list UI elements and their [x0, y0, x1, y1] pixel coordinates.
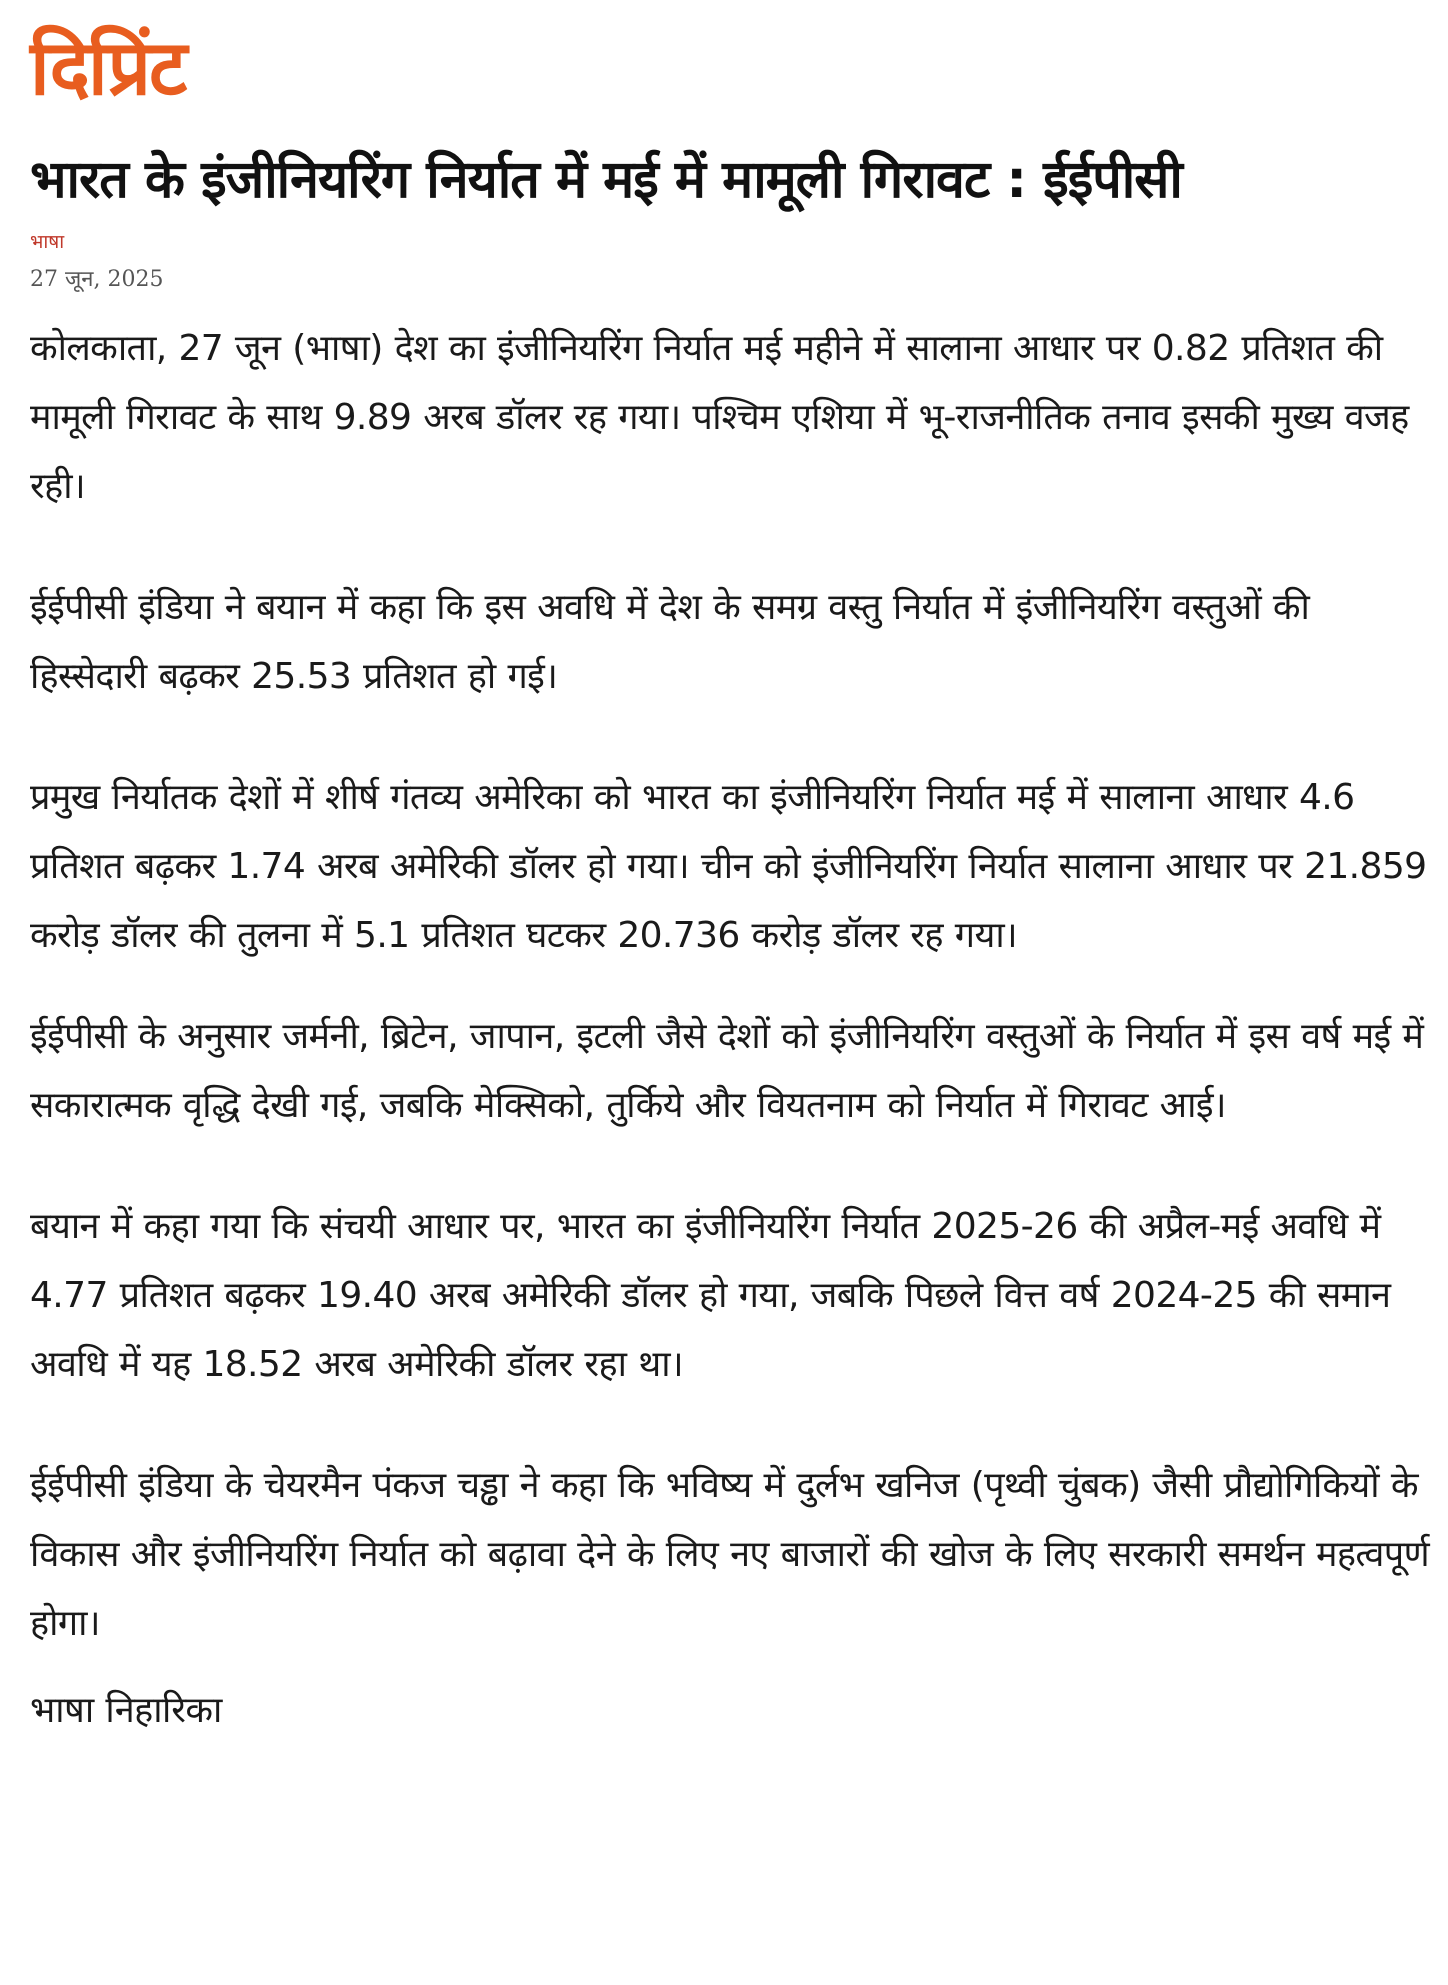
article-source[interactable]: भाषा [30, 231, 65, 253]
article-paragraph: प्रमुख निर्यातक देशों में शीर्ष गंतव्य अमेरिका को भारत का इंजीनियरिंग निर्यात मई में सालाना आधार 4.6 प्रतिशत बढ़कर 1.74 अरब अमेरिकी डॉलर हो गया। चीन को इंजीनियरिंग निर्यात सालाना आधार पर 21.859 करोड़ डॉलर की तुलना में 5.1 प्रतिशत घटकर 20.736 करोड़ डॉलर रह गया। [30, 777, 1427, 956]
article-paragraph: बयान में कहा गया कि संचयी आधार पर, भारत का इंजीनियरिंग निर्यात 2025-26 की अप्रैल-मई अवधि में 4.77 प्रतिशत बढ़कर 19.40 अरब अमेरिकी डॉलर हो गया, जबकि पिछले वित्त वर्ष 2024-25 की समान अवधि में यह 18.52 अरब अमेरिकी डॉलर रहा था। [30, 1206, 1391, 1385]
article-date: 27 जून, 2025 [30, 267, 164, 292]
article-page [30, 0, 1430, 1745]
article-headline: भारत के इंजीनियरिंग निर्यात में मई में मामूली गिरावट : ईईपीसी [30, 150, 1182, 210]
article-paragraph: ईईपीसी इंडिया के चेयरमैन पंकज चड्ढा ने कहा कि भविष्य में दुर्लभ खनिज (पृथ्वी चुंबक) जैसी प्रौद्योगिकियों के विकास और इंजीनियरिंग निर्यात को बढ़ावा देने के लिए नए बाजारों की खोज के लिए सरकारी समर्थन महत्वपूर्ण होगा। [30, 1465, 1430, 1644]
article-paragraph: ईईपीसी के अनुसार जर्मनी, ब्रिटेन, जापान, इटली जैसे देशों को इंजीनियरिंग वस्तुओं के निर्यात में इस वर्ष मई में सकारात्मक वृद्धि देखी गई, जबकि मेक्सिको, तुर्किये और वियतनाम को निर्यात में गिरावट आई। [30, 1016, 1424, 1126]
article-body [30, 314, 1430, 1745]
article-paragraph: ईईपीसी इंडिया ने बयान में कहा कि इस अवधि में देश के समग्र वस्तु निर्यात में इंजीनियरिंग वस्तुओं की हिस्सेदारी बढ़कर 25.53 प्रतिशत हो गई। [30, 587, 1310, 697]
article-paragraph: कोलकाता, 27 जून (भाषा) देश का इंजीनियरिंग निर्यात मई महीने में सालाना आधार पर 0.82 प्रतिशत की मामूली गिरावट के साथ 9.89 अरब डॉलर रह गया। पश्चिम एशिया में भू-राजनीतिक तनाव इसकी मुख्य वजह रही। [30, 328, 1409, 507]
article-byline: भाषा निहारिका [30, 1690, 222, 1731]
site-logo[interactable]: दिप्रिंट [30, 23, 186, 112]
